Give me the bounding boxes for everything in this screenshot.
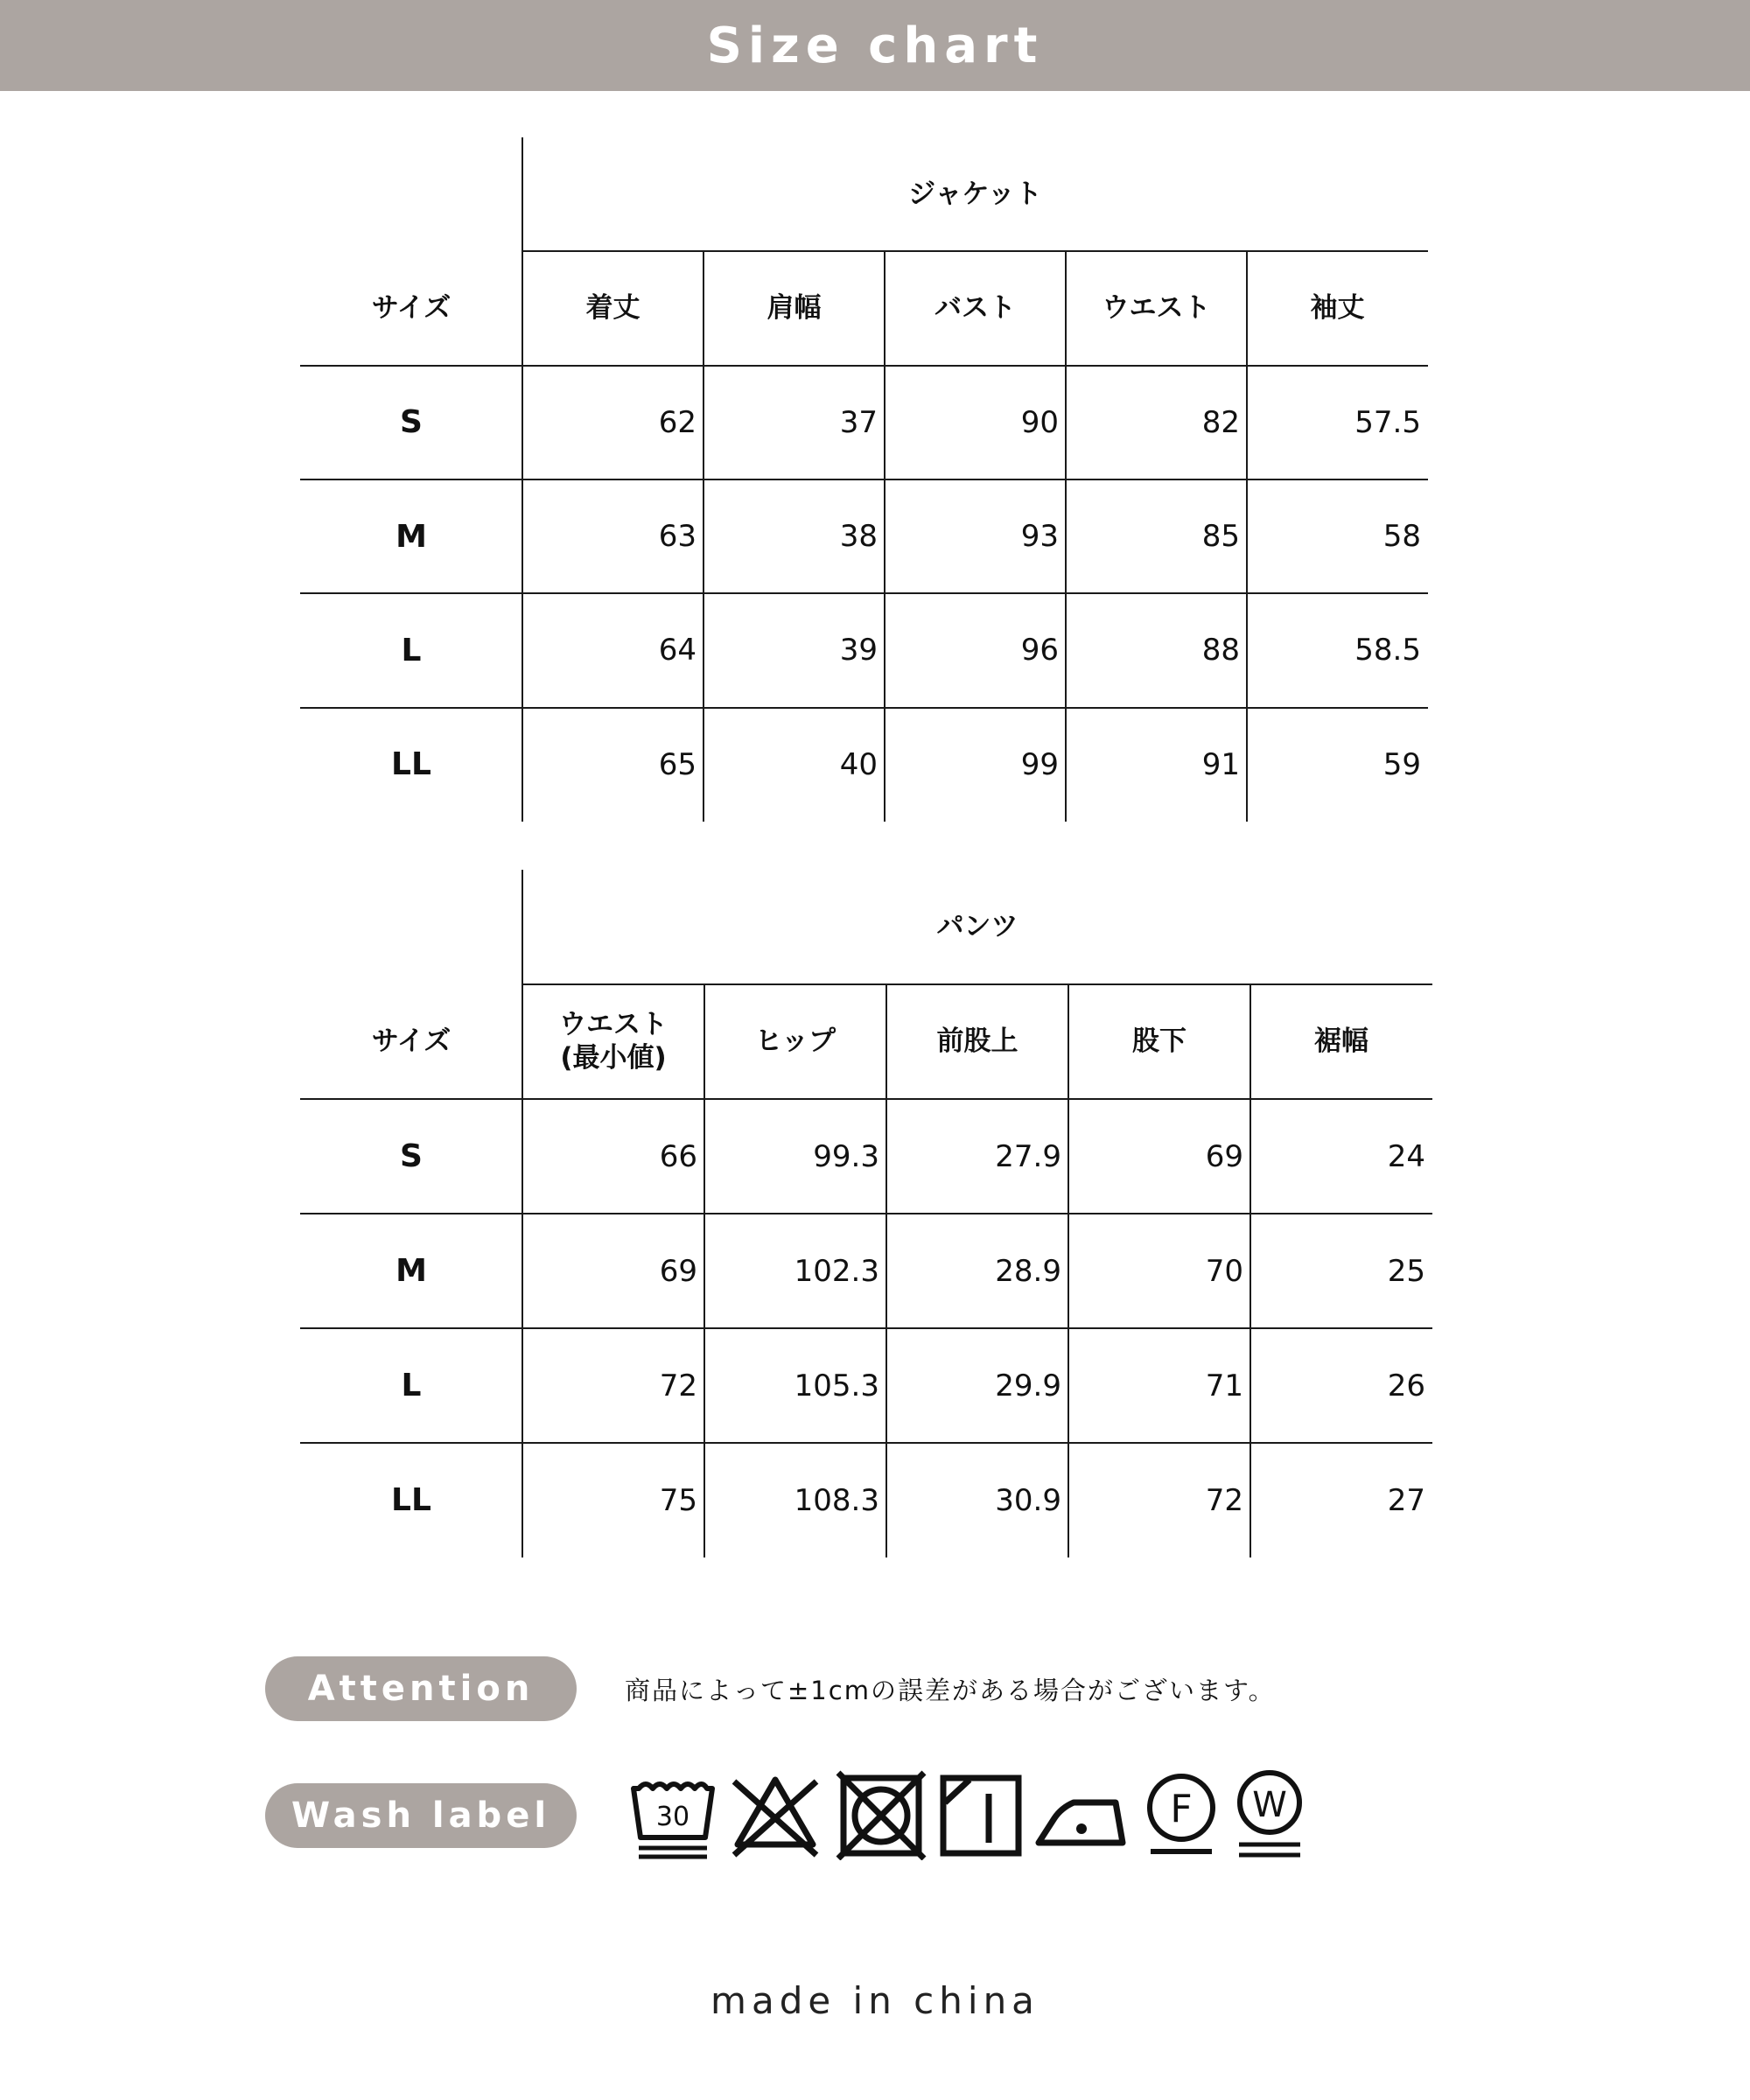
- table-cell-value: 99.3: [813, 1138, 879, 1174]
- table-cell-value: 96: [1020, 633, 1059, 668]
- line-dry-shade-icon: [938, 1768, 1031, 1860]
- table-divider: [704, 984, 705, 1558]
- no-bleach-icon: [729, 1768, 822, 1860]
- table-cell-value: 70: [1205, 1253, 1243, 1289]
- table-cell-value: 82: [1201, 404, 1240, 440]
- table-cell-value: 75: [659, 1482, 697, 1518]
- iron-low-icon: [1035, 1768, 1128, 1860]
- table-cell-value: 58.5: [1354, 633, 1421, 668]
- table-cell-value: 39: [839, 633, 878, 668]
- table-cell-value: 26: [1387, 1368, 1425, 1404]
- table-cell-value: 59: [1382, 746, 1421, 782]
- table-cell-value: 88: [1201, 633, 1240, 668]
- size-column-header: サイズ: [371, 1025, 452, 1057]
- table-rule: [300, 1098, 1432, 1100]
- size-label: L: [401, 1368, 422, 1404]
- table-cell-value: 38: [839, 519, 878, 555]
- table-cell-value: 69: [659, 1253, 697, 1289]
- table-divider: [1250, 984, 1251, 1558]
- table-rule: [300, 1213, 1432, 1214]
- pants-table-title: パンツ: [936, 910, 1018, 942]
- size-label: LL: [391, 1482, 431, 1518]
- table-cell-value: 105.3: [794, 1368, 879, 1404]
- table-cell-value: 40: [839, 746, 878, 782]
- table-cell-value: 90: [1020, 404, 1059, 440]
- size-label: S: [400, 404, 423, 441]
- attention-badge: [265, 1656, 577, 1721]
- size-label: M: [396, 1253, 427, 1289]
- size-column-header: サイズ: [371, 291, 452, 324]
- no-tumble-dry-icon: [835, 1768, 928, 1860]
- table-cell-value: 58: [1382, 519, 1421, 555]
- attention-label: Attention: [307, 1669, 535, 1709]
- table-cell-value: 85: [1201, 519, 1240, 555]
- column-header: 裾幅: [1314, 1025, 1368, 1057]
- table-cell-value: 66: [659, 1138, 697, 1174]
- attention-note: 商品によって±1cmの誤差がある場合がございます。: [625, 1675, 1276, 1705]
- table-rule: [522, 984, 1432, 985]
- column-header: 肩幅: [766, 291, 822, 324]
- size-label: LL: [391, 746, 431, 783]
- column-header: 袖丈: [1310, 291, 1365, 324]
- table-cell-value: 30.9: [995, 1482, 1061, 1518]
- size-label: M: [396, 518, 427, 555]
- column-header: ウエスト (最小値): [559, 1009, 668, 1074]
- page-title: Size chart: [706, 17, 1044, 74]
- column-header: ウエスト: [1102, 291, 1211, 324]
- column-header: 前股上: [936, 1025, 1018, 1057]
- wash-label-text: Wash label: [290, 1796, 551, 1836]
- wash-label-badge: [265, 1783, 577, 1848]
- table-divider: [1068, 984, 1069, 1558]
- table-cell-value: 37: [839, 404, 878, 440]
- table-cell-value: 108.3: [794, 1482, 879, 1518]
- table-cell-value: 29.9: [995, 1368, 1061, 1404]
- table-cell-value: 65: [658, 746, 696, 782]
- table-cell-value: 99: [1020, 746, 1059, 782]
- column-header: 股下: [1132, 1025, 1186, 1057]
- wet-clean-letter: W: [1252, 1785, 1287, 1825]
- wash-temp-text: 30: [655, 1802, 690, 1832]
- dry-clean-letter: F: [1170, 1787, 1193, 1831]
- footer-origin: made in china: [710, 1979, 1040, 2022]
- table-cell-value: 71: [1205, 1368, 1243, 1404]
- table-cell-value: 57.5: [1354, 404, 1421, 440]
- table-cell-value: 28.9: [995, 1253, 1061, 1289]
- table-cell-value: 93: [1020, 519, 1059, 555]
- size-label: L: [401, 632, 422, 668]
- size-label: S: [400, 1138, 423, 1174]
- table-divider: [886, 984, 887, 1558]
- table-cell-value: 91: [1201, 746, 1240, 782]
- table-divider: [522, 870, 523, 1558]
- table-cell-value: 64: [658, 633, 696, 668]
- table-cell-value: 102.3: [794, 1253, 879, 1289]
- dry-clean-f-icon: [1135, 1768, 1228, 1860]
- table-cell-value: 69: [1205, 1138, 1243, 1174]
- table-cell-value: 72: [1205, 1482, 1243, 1518]
- table-rule: [300, 1442, 1432, 1444]
- column-header: バスト: [934, 291, 1016, 324]
- column-header: ヒップ: [754, 1025, 836, 1057]
- table-cell-value: 24: [1387, 1138, 1425, 1174]
- wash-30-icon: [626, 1768, 719, 1860]
- table-cell-value: 72: [659, 1368, 697, 1404]
- table-cell-value: 63: [658, 519, 696, 555]
- wet-clean-w-icon: [1223, 1768, 1316, 1860]
- table-cell-value: 25: [1387, 1253, 1425, 1289]
- column-header: 着丈: [585, 291, 640, 324]
- table-cell-value: 62: [658, 404, 696, 440]
- table-cell-value: 27: [1387, 1482, 1425, 1518]
- table-cell-value: 27.9: [995, 1138, 1061, 1174]
- jacket-table-title: ジャケット: [908, 178, 1042, 210]
- table-rule: [300, 1327, 1432, 1329]
